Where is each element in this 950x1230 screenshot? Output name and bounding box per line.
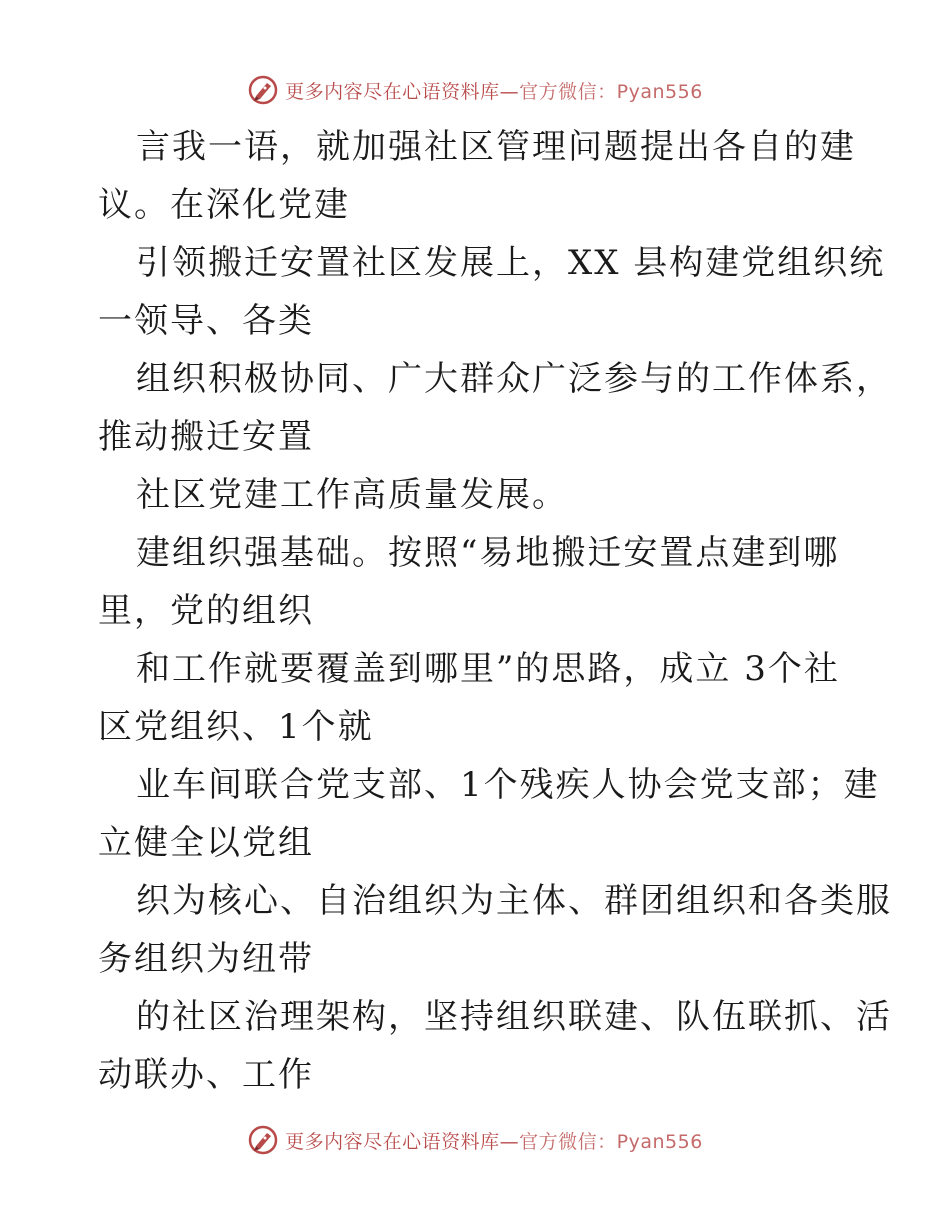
paragraph-line: 一领导、各类: [98, 301, 314, 341]
paragraph-line: 组织积极协同、广大群众广泛参与的工作体系，: [136, 359, 892, 399]
pen-logo-icon: [247, 1124, 279, 1156]
paragraph: [98, 466, 878, 524]
paragraph-line: 织为核心、自治组织为主体、群团组织和各类服: [136, 881, 892, 921]
paragraph-line: 动联办、工作: [98, 1055, 314, 1095]
paragraph-line: 推动搬迁安置: [98, 417, 314, 457]
paragraph: [98, 524, 878, 640]
paragraph-line: 言我一语，就加强社区管理问题提出各自的建: [136, 127, 856, 167]
paragraph-line: 建组织强基础。按照“易地搬迁安置点建到哪: [136, 533, 840, 573]
paragraph-line: 引领搬迁安置社区发展上，XX 县构建党组织统: [136, 243, 886, 283]
paragraph-line: 里，党的组织: [98, 591, 314, 631]
paragraph-line: 立健全以党组: [98, 823, 314, 863]
header-site-text: 更多内容尽在心语资料库: [285, 80, 500, 103]
paragraph: [98, 118, 878, 234]
footer-dash: —: [499, 1130, 520, 1153]
paragraph: [98, 234, 886, 350]
paragraph: [98, 350, 892, 466]
footer-banner: [0, 1120, 950, 1160]
footer-site-text: 更多内容尽在心语资料库: [285, 1130, 500, 1153]
paragraph-line: 务组织为纽带: [98, 939, 314, 979]
header-dash: —: [499, 80, 520, 103]
paragraph-line: 业车间联合党支部、1个残疾人协会党支部；建: [136, 765, 880, 805]
header-wechat-text: 官方微信：Pyan556: [519, 80, 703, 103]
header-banner: [0, 70, 950, 110]
paragraph-line: 和工作就要覆盖到哪里”的思路，成立 3个社: [136, 649, 840, 689]
header-text: [285, 77, 703, 104]
paragraph-line: 社区党建工作高质量发展。: [136, 475, 568, 515]
paragraph-line: 区党组织、1个就: [98, 707, 374, 747]
paragraph: [98, 988, 892, 1104]
document-body: [98, 118, 892, 1104]
paragraph: [98, 640, 878, 756]
paragraph: [98, 872, 892, 988]
pen-logo-icon: [247, 74, 279, 106]
paragraph-line: 的社区治理架构，坚持组织联建、队伍联抓、活: [136, 997, 892, 1037]
footer-wechat-text: 官方微信：Pyan556: [519, 1130, 703, 1153]
paragraph: [98, 756, 878, 872]
paragraph-line: 议。在深化党建: [98, 185, 350, 225]
footer-text: [285, 1127, 703, 1154]
